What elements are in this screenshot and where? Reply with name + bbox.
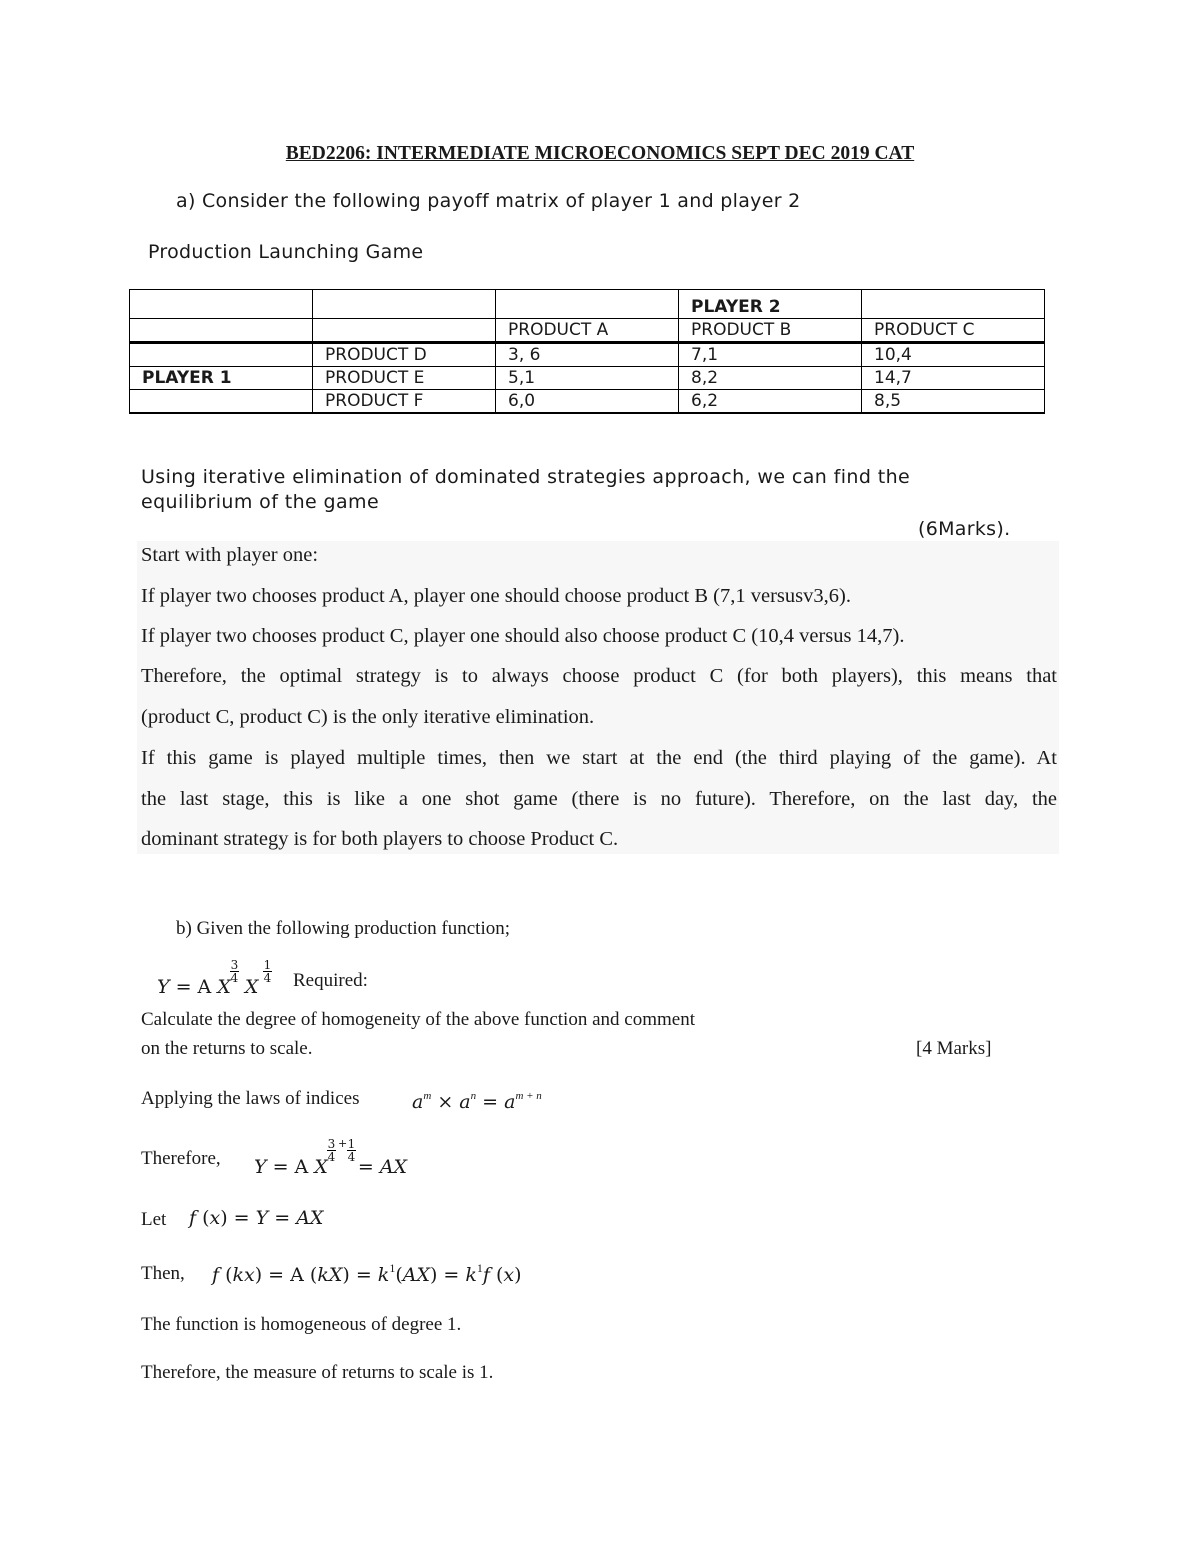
task-text-line: on the returns to scale. xyxy=(141,1038,313,1059)
answer-line: Start with player one: xyxy=(141,544,319,566)
row-label: PRODUCT D xyxy=(313,343,496,367)
exponent-fraction: 3 4 xyxy=(327,1137,336,1164)
definition-formula: f (x) = Y = AX xyxy=(189,1207,324,1229)
answer-line: If player two chooses product A, player one should choose product B (7,1 versusv3,6). xyxy=(141,585,851,607)
table-column-row xyxy=(130,319,1045,343)
document-title: BED2206: INTERMEDIATE MICROECONOMICS SEPT DEC 2019 CAT xyxy=(285,143,915,164)
intro-text-line: equilibrium of the game xyxy=(141,491,380,513)
table-cell xyxy=(862,290,1045,319)
payoff-cell: 6,0 xyxy=(496,390,679,414)
answer-line: If player two chooses product C, player one should also choose product C (10,4 versus 14,7). xyxy=(141,625,905,647)
marks-label: [4 Marks] xyxy=(916,1038,992,1059)
table-cell xyxy=(130,343,313,367)
payoff-cell: 5,1 xyxy=(496,367,679,390)
column-header: PRODUCT C xyxy=(862,319,1045,343)
plus-sign: + xyxy=(338,1137,348,1150)
homogeneity-formula: f (kx) = A $(kX) = k^1(AX) = k^1f$ (x) xyxy=(212,1261,522,1286)
player1-label: PLAYER 1 xyxy=(130,367,313,390)
task-text-line: Calculate the degree of homogeneity of the above function and comment xyxy=(141,1009,695,1030)
table-cell xyxy=(130,390,313,414)
table-cell xyxy=(130,319,313,343)
production-function-formula: Y = A X X xyxy=(157,976,259,998)
exponent-fraction: 1 4 xyxy=(263,958,272,985)
answer-line: Therefore, the optimal strategy is to always choose product C (for both players), this means that xyxy=(141,665,1057,687)
then-label: Then, xyxy=(141,1263,185,1284)
payoff-cell: 6,2 xyxy=(679,390,862,414)
column-header: PRODUCT A xyxy=(496,319,679,343)
conclusion-line: Therefore, the measure of returns to scale is 1. xyxy=(141,1362,494,1383)
table-row xyxy=(130,367,1045,390)
row-label: PRODUCT E xyxy=(313,367,496,390)
payoff-cell: 10,4 xyxy=(862,343,1045,367)
question-b: b) Given the following production function; xyxy=(176,918,511,939)
payoff-cell: 7,1 xyxy=(679,343,862,367)
player2-label: PLAYER 2 xyxy=(679,290,862,319)
conclusion-line: The function is homogeneous of degree 1. xyxy=(141,1314,462,1335)
exponent-fraction: 1 4 xyxy=(347,1137,356,1164)
table-header-row xyxy=(130,290,1045,319)
payoff-cell: 3, 6 xyxy=(496,343,679,367)
table-cell xyxy=(130,290,313,319)
required-label: Required: xyxy=(293,970,368,991)
intro-text-line: Using iterative elimination of dominated strategies approach, we can find the xyxy=(141,466,911,488)
payoff-cell: 8,2 xyxy=(679,367,862,390)
column-header: PRODUCT B xyxy=(679,319,862,343)
payoff-cell: 14,7 xyxy=(862,367,1045,390)
answer-line: (product C, product C) is the only iterative elimination. xyxy=(141,706,595,728)
payoff-matrix-table xyxy=(129,289,1045,414)
table-cell xyxy=(496,290,679,319)
laws-label: Applying the laws of indices xyxy=(141,1088,360,1109)
marks-label: (6Marks). xyxy=(918,518,1011,540)
simplified-function-formula: Y = A X = AX xyxy=(254,1156,408,1178)
answer-line: If this game is played multiple times, then we start at the end (the third playing of the game). At xyxy=(141,747,1057,769)
table-row xyxy=(130,343,1045,367)
therefore-label: Therefore, xyxy=(141,1148,221,1169)
answer-line: the last stage, this is like a one shot game (there is no future). Therefore, on the last day, the xyxy=(141,788,1057,810)
row-label: PRODUCT F xyxy=(313,390,496,414)
question-a: a) Consider the following payoff matrix of player 1 and player 2 xyxy=(176,190,801,212)
payoff-cell: 8,5 xyxy=(862,390,1045,414)
table-row xyxy=(130,390,1045,414)
answer-line: dominant strategy is for both players to choose Product C. xyxy=(141,828,619,850)
let-label: Let xyxy=(141,1209,167,1230)
exponent-fraction: 3 4 xyxy=(230,958,239,985)
table-cell xyxy=(313,290,496,319)
game-title: Production Launching Game xyxy=(148,241,424,263)
table-cell xyxy=(313,319,496,343)
indices-law-formula: $a^m \times a^n = a^{m + n}$ xyxy=(412,1090,542,1113)
